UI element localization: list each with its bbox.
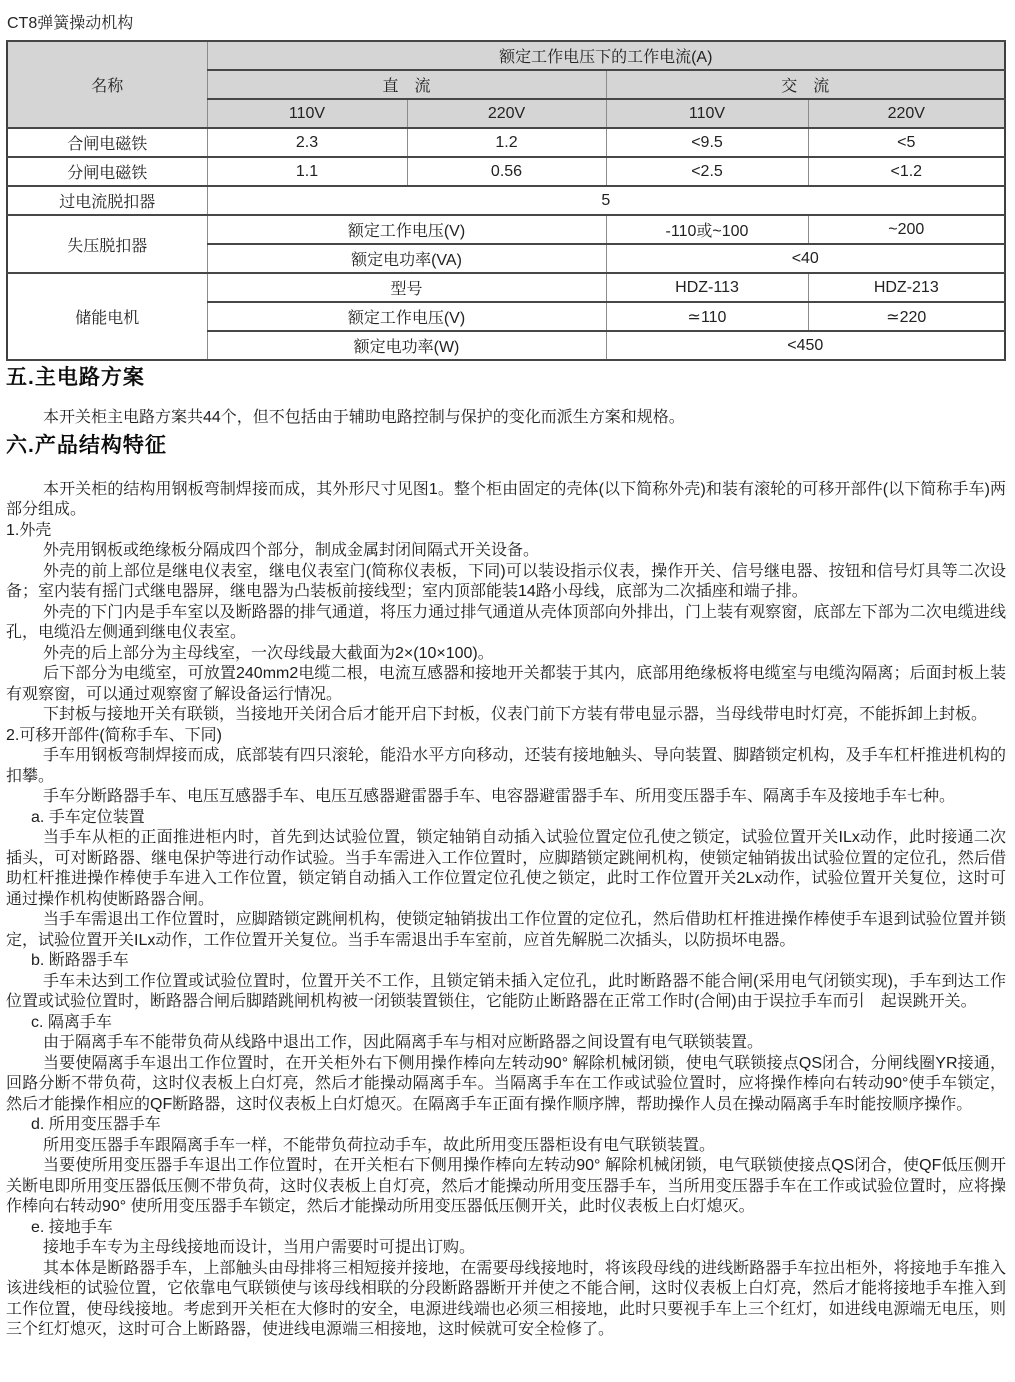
- table-cell: 1.1: [207, 157, 407, 186]
- sub-heading: b. 断路器手车: [31, 952, 129, 969]
- table-cell: 额定电功率(VA): [207, 244, 606, 273]
- table-row: [7, 128, 1005, 157]
- table-cell: 额定电功率(W): [207, 331, 606, 360]
- table-cell: HDZ-113: [606, 273, 808, 302]
- table-caption: CT8弹簧操动机构: [7, 15, 134, 32]
- table-header-cell: 110V: [207, 99, 407, 128]
- paragraph: 手车未达到工作位置或试验位置时，位置开关不工作，且锁定销未插入定位孔，此时断路器不能合闸(采用电气闭锁实现)，手车到达工作位置或试验位置时，断路器合闸后脚踏跳闸机构被一闭锁装置锁住，它能防止断路器在正常工作时(合闸)由于误拉手车而引 起误跳开关。: [6, 972, 1006, 1010]
- table-row: [7, 157, 1005, 186]
- paragraph: 手车分断路器手车、电压互感器手车、电压互感器避雷器手车、电容器避雷器手车、所用变压器手车、隔离手车及接地手车七种。: [43, 788, 956, 805]
- paragraph: 当手车需退出工作位置时，应脚踏锁定跳闸机构，使锁定轴销拔出工作位置的定位孔，然后借助杠杆推进操作棒使手车退到试验位置并锁定，试验位置开关ILx动作，工作位置开关复位。当手车需退出手车室前，应首先解脱二次插头，以防损坏电器。: [6, 911, 1006, 949]
- table-cell: 5: [207, 186, 1005, 215]
- table-cell: 过电流脱扣器: [7, 186, 207, 215]
- table-cell: 合闸电磁铁: [7, 128, 207, 157]
- table-cell: ≃110: [606, 302, 808, 331]
- table-cell: ≃220: [808, 302, 1005, 331]
- sub-heading: a. 手车定位装置: [31, 808, 145, 826]
- table-cell: 2.3: [207, 128, 407, 157]
- table-cell: <2.5: [606, 157, 808, 186]
- table-row: [7, 41, 1005, 70]
- paragraph: 外壳的下门内是手车室以及断路器的排气通道，将压力通过排气通道从壳体顶部向外排出，门上装有观察窗，底部左下部为二次电缆进线孔，电缆沿左侧通到继电仪表室。: [6, 603, 1006, 641]
- paragraph: 接地手车专为主母线接地而设计，当用户需要时可提出订购。: [43, 1239, 476, 1256]
- section-six-heading: 六.产品结构特征: [6, 433, 167, 457]
- paragraph: 当要使所用变压器手车退出工作位置时，在开关柜右下侧用操作棒向左转动90° 解除机械闭锁，电气联锁使接点QS闭合，使QF低压侧开关断电即所用变压器低压侧不带负荷，这时仪表板上自灯亮，然后才能操动所用变压器手车，当所用变压器手车在工作或试验位置时，应将操作棒向右转动90° 使所用变压器手车锁定，然后才能操动所用变压器低压侧开关，此时仪表板上白灯熄灭。: [6, 1157, 1006, 1215]
- table-cell: ~200: [808, 215, 1005, 244]
- table-cell: 额定工作电压(V): [207, 302, 606, 331]
- table-cell: <450: [606, 331, 1005, 360]
- table-cell: <5: [808, 128, 1005, 157]
- table-cell: <40: [606, 244, 1005, 273]
- table-row: [7, 273, 1005, 302]
- sub-heading: c. 隔离手车: [31, 1013, 112, 1031]
- table-cell: <1.2: [808, 157, 1005, 186]
- table-cell: 额定工作电压(V): [207, 215, 606, 244]
- sub-heading: e. 接地手车: [31, 1218, 113, 1236]
- spec-table-body: [7, 41, 1005, 360]
- table-cell: <9.5: [606, 128, 808, 157]
- paragraph: 所用变压器手车跟隔离手车一样，不能带负荷拉动手车，故此所用变压器柜设有电气联锁装置。: [43, 1136, 716, 1154]
- table-header-cell: 直 流: [207, 70, 606, 99]
- section-six-body: [6, 480, 1006, 1341]
- table-cell: 0.56: [407, 157, 606, 186]
- table-header-cell: 220V: [407, 99, 606, 128]
- paragraph: 当要使隔离手车退出工作位置时，在开关柜外右下侧用操作棒向左转动90° 解除机械闭锁，使电气联锁接点QS闭合，分闸线圈YR接通，回路分断不带负荷，这时仪表板上白灯亮，然后才能操动隔离手车。当隔离手车在工作或试验位置时，应将操作棒向右转动90°使手车锁定，然后才能操作相应的QF断路器，这时仪表板上白灯熄灭。在隔离手车正面有操作顺序牌，帮助操作人员在操动隔离手车时能按顺序操作。: [6, 1054, 1006, 1113]
- paragraph: 外壳用钢板或绝缘板分隔成四个部分，制成金属封闭间隔式开关设备。: [43, 542, 540, 559]
- table-header-cell: 交 流: [606, 70, 1005, 99]
- table-cell: 分闸电磁铁: [7, 157, 207, 186]
- paragraph: 本开关柜的结构用钢板弯制焊接而成，其外形尺寸见图1。整个柜由固定的壳体(以下简称外壳)和装有滚轮的可移开部件(以下简称手车)两部分组成。: [6, 480, 1006, 518]
- paragraph: 下封板与接地开关有联锁，当接地开关闭合后才能开启下封板，仪表门前下方装有带电显示器，当母线带电时灯亮，不能拆卸上封板。: [43, 706, 988, 723]
- sub-heading: d. 所用变压器手车: [31, 1116, 161, 1133]
- table-cell: -110或~100: [606, 215, 808, 244]
- table-cell: 储能电机: [7, 273, 207, 360]
- table-cell: 1.2: [407, 128, 606, 157]
- table-row: [7, 215, 1005, 244]
- paragraph: 其本体是断路器手车，上部触头由母排将三相短接并接地，在需要母线接地时，将该段母线的进线断路器手车拉出柜外，将接地手车推入该进线柜的试验位置，它依靠电气联锁使与该母线相联的分段断路器断开并使之不能合闸，这时仪表板上白灯亮，然后才能将接地手车推入到工作位置，使母线接地。考虑到开关柜在大修时的安全，电源进线端也必须三相接地，此时只要视手车上三个红灯，如进线电源端无电压，则三个红灯熄灭，这时可合上断路器，使进线电源端三相接地，这时候就可安全检修了。: [6, 1259, 1006, 1338]
- table-cell: 型号: [207, 273, 606, 302]
- paragraph: 后下部分为电缆室，可放置240mm2电缆二根，电流互感器和接地开关都装于其内，底部用绝缘板将电缆室与电缆沟隔离；后面封板上装有观察窗，可以通过观察窗了解设备运行情况。: [6, 665, 1006, 703]
- spec-table: [6, 40, 1006, 361]
- table-header-cell: 额定工作电压下的工作电流(A): [207, 41, 1005, 70]
- table-row: [7, 186, 1005, 215]
- table-header-cell: 220V: [808, 99, 1005, 128]
- table-header-cell: 名称: [7, 41, 207, 128]
- paragraph: 由于隔离手车不能带负荷从线路中退出工作，因此隔离手车与相对应断路器之间设置有电气联锁装置。: [43, 1034, 764, 1051]
- section-five-heading: 五.主电路方案: [6, 366, 145, 389]
- paragraph: 1.外壳: [6, 521, 52, 539]
- paragraph: 手车用钢板弯制焊接而成，底部装有四只滚轮，能沿水平方向移动，还装有接地触头、导向装置、脚踏锁定机构，及手车杠杆推进机构的扣攀。: [6, 747, 1006, 785]
- paragraph: 外壳的后上部分为主母线室，一次母线最大截面为2×(10×100)。: [43, 644, 494, 662]
- paragraph: 本开关柜主电路方案共44个，但不包括由于辅助电路控制与保护的变化而派生方案和规格。: [43, 409, 685, 426]
- paragraph: 2.可移开部件(简称手车、下同): [6, 726, 223, 744]
- section-five-body: [6, 408, 1006, 429]
- table-cell: HDZ-213: [808, 273, 1005, 302]
- paragraph: 当手车从柜的正面推进柜内时，首先到达试验位置，锁定轴销自动插入试验位置定位孔使之锁定，试验位置开关ILx动作，此时接通二次插头，可对断路器、继电保护等进行动作试验。当手车需进入工作位置时，应脚踏锁定跳闸机构，使锁定轴销拔出试验位置的定位孔，然后借助杠杆推进操作棒使手车进入工作位置，锁定销自动插入工作位置定位孔使之锁定，此时工作位置开关2Lx动作，试验位置开关复位，这时可通过操作机构使断路器合闸。: [6, 829, 1006, 908]
- paragraph: 外壳的前上部位是继电仪表室，继电仪表室门(简称仪表板，下同)可以装设指示仪表，操作开关、信号继电器、按钮和信号灯具等二次设备；室内装有摇门式继电器屏，继电器为凸装板前接线型；室内顶部能装14路小母线，底部为二次插座和端子排。: [6, 562, 1006, 600]
- table-header-cell: 110V: [606, 99, 808, 128]
- table-cell: 失压脱扣器: [7, 215, 207, 273]
